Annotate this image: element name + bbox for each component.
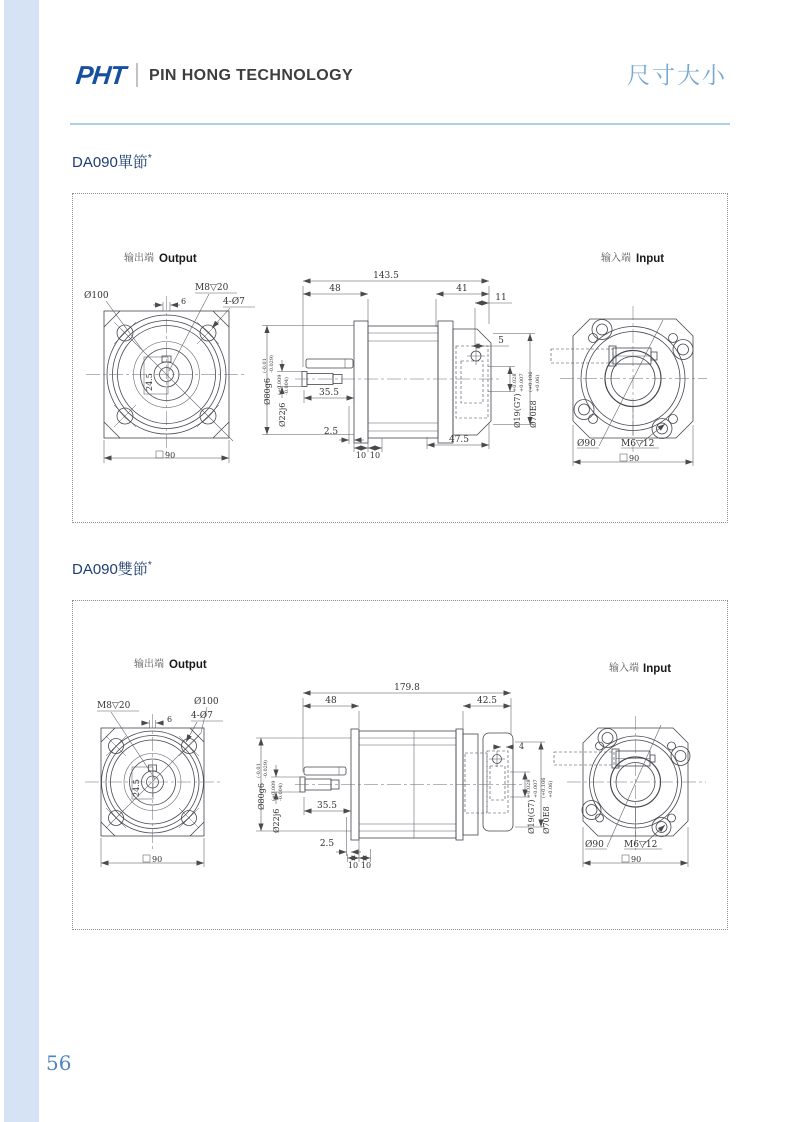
page-number: 56 bbox=[46, 1051, 72, 1075]
section-title-star: * bbox=[147, 560, 152, 571]
input-circle-dia-label: Ø90 bbox=[585, 840, 604, 850]
pilot-bore-label: Ø70E8 bbox=[542, 806, 551, 834]
motor-bolt-holes bbox=[574, 320, 693, 439]
dim-47-5: 47.5 bbox=[448, 435, 470, 445]
body-dia-tol-bot: -0.029) bbox=[263, 760, 269, 778]
side-view bbox=[255, 683, 554, 870]
key-height-dim: 24.5 bbox=[132, 779, 141, 797]
input-front-view bbox=[554, 661, 706, 867]
body-dia-tol-bot: -0.029) bbox=[269, 355, 275, 373]
output-square-dim: 90 bbox=[165, 451, 176, 460]
output-label-en: Output bbox=[169, 659, 207, 671]
drawing-double-svg bbox=[73, 601, 727, 929]
rear-length-dim: 41 bbox=[456, 284, 468, 294]
input-bore-tol-bot: +0.007 bbox=[533, 779, 539, 798]
input-bore-tol-top: +0.028 bbox=[512, 373, 518, 392]
input-tap-label: M6▽12 bbox=[624, 840, 658, 850]
total-length-dim: 179.8 bbox=[394, 683, 420, 693]
input-tap-label: M6▽12 bbox=[621, 439, 655, 449]
input-square-dim: 90 bbox=[629, 454, 640, 463]
section-title-text: DA090單節 bbox=[72, 154, 148, 171]
tap-hole-label: M8▽20 bbox=[195, 283, 229, 293]
flange-dia-label: Ø100 bbox=[84, 291, 109, 301]
body-dia-label: Ø80g6 bbox=[257, 783, 266, 810]
input-bore-tol-top: +0.028 bbox=[526, 779, 532, 798]
front-length-dim: 48 bbox=[325, 696, 337, 706]
body-dia-tol-top: (-0.01 bbox=[256, 763, 262, 778]
keyway-width-dim: 6 bbox=[167, 715, 173, 724]
dim-5: 5 bbox=[498, 336, 504, 346]
output-square-dim: 90 bbox=[152, 855, 163, 864]
shaft-dia-tol-top: (+0.009 bbox=[277, 374, 283, 395]
drawing-box-single bbox=[72, 193, 728, 523]
page-title: 尺寸大小 bbox=[627, 62, 727, 88]
header-rule bbox=[70, 123, 730, 125]
input-bore-label: Ø19(G7) bbox=[513, 393, 522, 428]
pilot-bore-tol-bot: +0.06) bbox=[535, 374, 541, 392]
keyway-width-dim: 6 bbox=[181, 297, 187, 306]
input-bore-tol-bot: +0.007 bbox=[519, 373, 525, 392]
section-title-single bbox=[72, 151, 152, 172]
logo-divider bbox=[136, 63, 138, 87]
pilot-bore-tol-top: (+0.106 bbox=[528, 371, 534, 392]
company-name: PIN HONG TECHNOLOGY bbox=[149, 67, 354, 84]
input-front-view bbox=[551, 251, 707, 466]
dim-10b: 10 bbox=[360, 861, 372, 870]
output-front-view bbox=[84, 251, 255, 463]
shaft-dia-label: Ø22j6 bbox=[278, 402, 287, 427]
shaft-dia-tol-bot: -0.004) bbox=[284, 377, 290, 395]
shaft-length-dim: 35.5 bbox=[318, 388, 340, 398]
body-dia-label: Ø80g6 bbox=[263, 378, 272, 405]
total-length-dim: 143.5 bbox=[373, 271, 399, 281]
pilot-bore-label: Ø70E8 bbox=[529, 400, 538, 428]
dim-2-5: 2.5 bbox=[323, 427, 339, 437]
drawing-single-svg bbox=[73, 194, 727, 522]
dim-10a: 10 bbox=[355, 451, 367, 460]
rear-length-dim: 42.5 bbox=[476, 696, 498, 706]
dim-10b: 10 bbox=[369, 451, 381, 460]
motor-bolt-holes bbox=[582, 729, 690, 837]
dim-11: 11 bbox=[495, 293, 507, 303]
shaft-dia-tol-bot: -0.004) bbox=[278, 783, 284, 801]
input-bore-label: Ø19(G7) bbox=[527, 799, 536, 834]
output-label-zh: 输出端 bbox=[134, 659, 164, 670]
dim-2-5: 2.5 bbox=[319, 839, 335, 849]
input-square-dim: 90 bbox=[631, 855, 642, 864]
input-label-zh: 输入端 bbox=[609, 663, 639, 674]
key-height-dim: 24.5 bbox=[145, 373, 154, 391]
pilot-bore-tol-bot: +0.06) bbox=[548, 780, 554, 798]
dim-4: 4 bbox=[519, 742, 525, 751]
output-label-zh: 输出端 bbox=[124, 253, 154, 264]
left-margin-strip bbox=[4, 0, 39, 1122]
shaft-length-dim: 35.5 bbox=[316, 801, 338, 811]
pilot-bore-tol-top: (+0.106 bbox=[541, 777, 547, 798]
pht-logo: PHT bbox=[74, 60, 127, 90]
input-circle-dia-label: Ø90 bbox=[577, 439, 596, 449]
output-front-view bbox=[85, 657, 223, 867]
bolt-holes-label: 4-Ø7 bbox=[191, 711, 213, 721]
shaft-dia-tol-top: (+0.009 bbox=[271, 780, 277, 801]
section-title-star: * bbox=[147, 153, 152, 164]
section-title-double bbox=[72, 558, 152, 579]
output-label-en: Output bbox=[159, 253, 197, 265]
bolt-holes-label: 4-Ø7 bbox=[223, 297, 245, 307]
flange-dia-label: Ø100 bbox=[194, 697, 219, 707]
section-title-text: DA090雙節 bbox=[72, 561, 148, 578]
body-dia-tol-top: (-0.01 bbox=[262, 358, 268, 373]
dim-10a: 10 bbox=[347, 861, 359, 870]
input-label-en: Input bbox=[636, 253, 665, 265]
tap-hole-label: M8▽20 bbox=[97, 701, 131, 711]
front-length-dim: 48 bbox=[329, 284, 341, 294]
side-view bbox=[261, 271, 541, 460]
shaft-dia-label: Ø22j6 bbox=[272, 808, 281, 833]
drawing-box-double bbox=[72, 600, 728, 930]
input-label-en: Input bbox=[643, 663, 672, 675]
input-label-zh: 输入端 bbox=[601, 253, 631, 264]
